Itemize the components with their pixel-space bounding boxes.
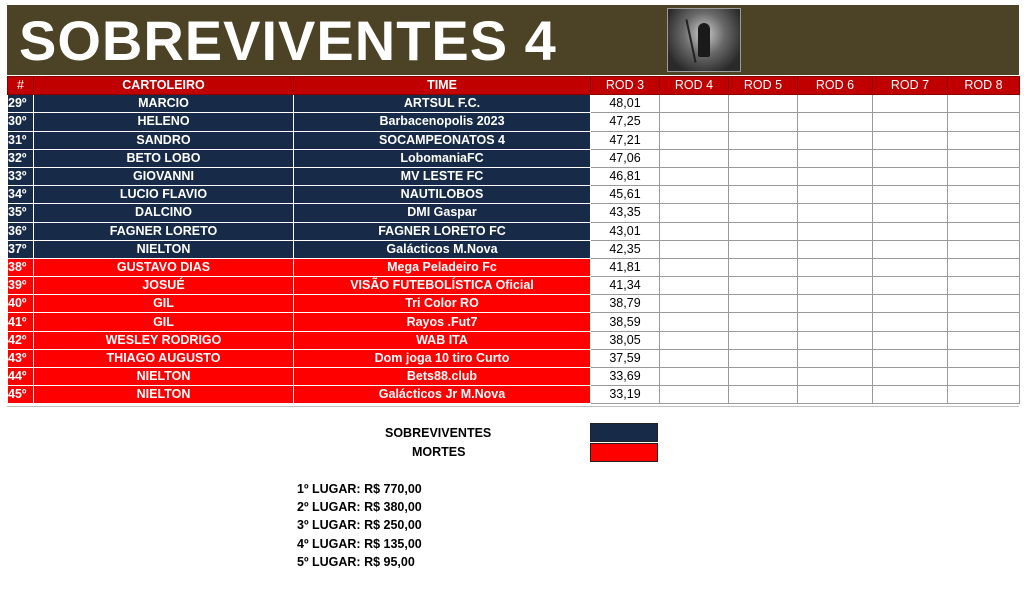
rod3-score-cell: 43,35 — [591, 204, 660, 222]
table-row — [8, 131, 1020, 149]
rod6-score-cell — [798, 240, 873, 258]
team-cell: Galácticos Jr M.Nova — [294, 386, 591, 404]
position-cell: 44º — [8, 368, 34, 386]
rod8-score-cell — [948, 222, 1020, 240]
rod3-score-cell: 47,25 — [591, 113, 660, 131]
rod8-score-cell — [948, 349, 1020, 367]
header-time: TIME — [294, 77, 591, 95]
position-cell: 31º — [8, 131, 34, 149]
rod3-score-cell: 46,81 — [591, 167, 660, 185]
rod7-score-cell — [873, 313, 948, 331]
rod3-score-cell: 33,19 — [591, 386, 660, 404]
rod7-score-cell — [873, 131, 948, 149]
table-row — [8, 368, 1020, 386]
table-row — [8, 258, 1020, 276]
title-banner — [7, 5, 1019, 75]
team-cell: Barbacenopolis 2023 — [294, 113, 591, 131]
position-cell: 40º — [8, 295, 34, 313]
rod4-score-cell — [660, 331, 729, 349]
rod3-score-cell: 43,01 — [591, 222, 660, 240]
rod4-score-cell — [660, 368, 729, 386]
page-title: SOBREVIVENTES 4 — [19, 9, 557, 72]
rod5-score-cell — [729, 240, 798, 258]
rod8-score-cell — [948, 113, 1020, 131]
rod6-score-cell — [798, 368, 873, 386]
rod6-score-cell — [798, 349, 873, 367]
legend-deaths-label: MORTES — [412, 445, 466, 459]
position-cell: 36º — [8, 222, 34, 240]
rod3-score-cell: 47,21 — [591, 131, 660, 149]
rod7-score-cell — [873, 222, 948, 240]
rod6-score-cell — [798, 186, 873, 204]
rod8-score-cell — [948, 331, 1020, 349]
team-cell: Bets88.club — [294, 368, 591, 386]
rod5-score-cell — [729, 313, 798, 331]
rod5-score-cell — [729, 258, 798, 276]
rod8-score-cell — [948, 95, 1020, 113]
team-cell: MV LESTE FC — [294, 167, 591, 185]
table-row — [8, 167, 1020, 185]
rod6-score-cell — [798, 95, 873, 113]
position-cell: 45º — [8, 386, 34, 404]
rod6-score-cell — [798, 204, 873, 222]
legend-survivors-label: SOBREVIVENTES — [385, 426, 492, 440]
cartoleiro-cell: LUCIO FLAVIO — [34, 186, 294, 204]
rod5-score-cell — [729, 295, 798, 313]
rod6-score-cell — [798, 258, 873, 276]
rod4-score-cell — [660, 295, 729, 313]
team-cell: WAB ITA — [294, 331, 591, 349]
rod7-score-cell — [873, 295, 948, 313]
rod5-score-cell — [729, 331, 798, 349]
rod8-score-cell — [948, 368, 1020, 386]
rod8-score-cell — [948, 295, 1020, 313]
rod3-score-cell: 42,35 — [591, 240, 660, 258]
cartoleiro-cell: JOSUÉ — [34, 277, 294, 295]
table-row — [8, 349, 1020, 367]
ranking-table — [7, 76, 1020, 404]
rod5-score-cell — [729, 222, 798, 240]
rod8-score-cell — [948, 149, 1020, 167]
table-row — [8, 277, 1020, 295]
position-cell: 39º — [8, 277, 34, 295]
team-cell: ARTSUL F.C. — [294, 95, 591, 113]
team-cell: DMI Gaspar — [294, 204, 591, 222]
rod7-score-cell — [873, 167, 948, 185]
rod7-score-cell — [873, 186, 948, 204]
cartoleiro-cell: HELENO — [34, 113, 294, 131]
rod5-score-cell — [729, 204, 798, 222]
rod4-score-cell — [660, 349, 729, 367]
rod4-score-cell — [660, 186, 729, 204]
table-row — [8, 331, 1020, 349]
rod6-score-cell — [798, 222, 873, 240]
header-rod5: ROD 5 — [729, 77, 798, 95]
rod7-score-cell — [873, 349, 948, 367]
team-cell: Galácticos M.Nova — [294, 240, 591, 258]
rod3-score-cell: 41,34 — [591, 277, 660, 295]
table-row — [8, 95, 1020, 113]
rod5-score-cell — [729, 113, 798, 131]
rod5-score-cell — [729, 149, 798, 167]
cartoleiro-cell: GUSTAVO DIAS — [34, 258, 294, 276]
rod4-score-cell — [660, 222, 729, 240]
rod6-score-cell — [798, 386, 873, 404]
rod8-score-cell — [948, 313, 1020, 331]
cartoleiro-cell: NIELTON — [34, 386, 294, 404]
rod8-score-cell — [948, 277, 1020, 295]
table-row — [8, 113, 1020, 131]
rod7-score-cell — [873, 258, 948, 276]
prize-2: 2º LUGAR: R$ 380,00 — [297, 500, 422, 514]
prize-4: 4º LUGAR: R$ 135,00 — [297, 537, 422, 551]
rod4-score-cell — [660, 204, 729, 222]
rod6-score-cell — [798, 313, 873, 331]
rod7-score-cell — [873, 240, 948, 258]
rod6-score-cell — [798, 167, 873, 185]
rod4-score-cell — [660, 386, 729, 404]
rod4-score-cell — [660, 277, 729, 295]
rod4-score-cell — [660, 95, 729, 113]
position-cell: 42º — [8, 331, 34, 349]
team-cell: SOCAMPEONATOS 4 — [294, 131, 591, 149]
header-pos: # — [8, 77, 34, 95]
table-row — [8, 186, 1020, 204]
rod7-score-cell — [873, 368, 948, 386]
header-rod4: ROD 4 — [660, 77, 729, 95]
rod8-score-cell — [948, 131, 1020, 149]
position-cell: 33º — [8, 167, 34, 185]
table-row — [8, 295, 1020, 313]
header-cartoleiro: CARTOLEIRO — [34, 77, 294, 95]
legend-deaths-swatch — [590, 443, 658, 462]
rod5-score-cell — [729, 349, 798, 367]
rod4-score-cell — [660, 240, 729, 258]
rod7-score-cell — [873, 204, 948, 222]
rod5-score-cell — [729, 167, 798, 185]
prize-5: 5º LUGAR: R$ 95,00 — [297, 555, 415, 569]
table-row — [8, 313, 1020, 331]
header-rod8: ROD 8 — [948, 77, 1020, 95]
table-bottom-border — [7, 406, 1019, 407]
rod3-score-cell: 37,59 — [591, 349, 660, 367]
cartoleiro-cell: GIOVANNI — [34, 167, 294, 185]
position-cell: 38º — [8, 258, 34, 276]
rod6-score-cell — [798, 295, 873, 313]
rod4-score-cell — [660, 167, 729, 185]
rod4-score-cell — [660, 149, 729, 167]
team-cell: LobomaniaFC — [294, 149, 591, 167]
position-cell: 34º — [8, 186, 34, 204]
rod5-score-cell — [729, 186, 798, 204]
team-cell: VISÃO FUTEBOLÍSTICA Oficial — [294, 277, 591, 295]
rod8-score-cell — [948, 186, 1020, 204]
rod5-score-cell — [729, 386, 798, 404]
rod3-score-cell: 38,79 — [591, 295, 660, 313]
rod6-score-cell — [798, 149, 873, 167]
rod3-score-cell: 38,05 — [591, 331, 660, 349]
position-cell: 32º — [8, 149, 34, 167]
team-cell: Mega Peladeiro Fc — [294, 258, 591, 276]
rod8-score-cell — [948, 240, 1020, 258]
position-cell: 43º — [8, 349, 34, 367]
rod6-score-cell — [798, 113, 873, 131]
cartoleiro-cell: NIELTON — [34, 368, 294, 386]
position-cell: 35º — [8, 204, 34, 222]
scythe-shape — [685, 19, 696, 62]
rod5-score-cell — [729, 368, 798, 386]
cartoleiro-cell: FAGNER LORETO — [34, 222, 294, 240]
table-row — [8, 222, 1020, 240]
cartoleiro-cell: MARCIO — [34, 95, 294, 113]
rod7-score-cell — [873, 149, 948, 167]
table-row — [8, 386, 1020, 404]
header-rod3: ROD 3 — [591, 77, 660, 95]
cartoleiro-cell: BETO LOBO — [34, 149, 294, 167]
rod4-score-cell — [660, 113, 729, 131]
rod6-score-cell — [798, 131, 873, 149]
prize-1: 1º LUGAR: R$ 770,00 — [297, 482, 422, 496]
rod4-score-cell — [660, 131, 729, 149]
rod8-score-cell — [948, 167, 1020, 185]
rod3-score-cell: 38,59 — [591, 313, 660, 331]
cartoleiro-cell: DALCINO — [34, 204, 294, 222]
rod8-score-cell — [948, 204, 1020, 222]
rod7-score-cell — [873, 331, 948, 349]
grim-reaper-image — [667, 8, 741, 72]
header-rod7: ROD 7 — [873, 77, 948, 95]
legend-survivors-swatch — [590, 423, 658, 442]
cartoleiro-cell: NIELTON — [34, 240, 294, 258]
rod7-score-cell — [873, 277, 948, 295]
position-cell: 37º — [8, 240, 34, 258]
cartoleiro-cell: THIAGO AUGUSTO — [34, 349, 294, 367]
table-row — [8, 204, 1020, 222]
team-cell: NAUTILOBOS — [294, 186, 591, 204]
rod3-score-cell: 33,69 — [591, 368, 660, 386]
cartoleiro-cell: SANDRO — [34, 131, 294, 149]
position-cell: 41º — [8, 313, 34, 331]
rod3-score-cell: 41,81 — [591, 258, 660, 276]
rod7-score-cell — [873, 113, 948, 131]
team-cell: FAGNER LORETO FC — [294, 222, 591, 240]
team-cell: Rayos .Fut7 — [294, 313, 591, 331]
cartoleiro-cell: GIL — [34, 295, 294, 313]
table-row — [8, 149, 1020, 167]
rod4-score-cell — [660, 313, 729, 331]
rod7-score-cell — [873, 95, 948, 113]
table-header-row — [8, 77, 1020, 95]
rod5-score-cell — [729, 277, 798, 295]
table-row — [8, 240, 1020, 258]
rod5-score-cell — [729, 95, 798, 113]
rod7-score-cell — [873, 386, 948, 404]
rod8-score-cell — [948, 386, 1020, 404]
rod6-score-cell — [798, 331, 873, 349]
header-rod6: ROD 6 — [798, 77, 873, 95]
position-cell: 30º — [8, 113, 34, 131]
cartoleiro-cell: GIL — [34, 313, 294, 331]
position-cell: 29º — [8, 95, 34, 113]
rod3-score-cell: 45,61 — [591, 186, 660, 204]
prize-3: 3º LUGAR: R$ 250,00 — [297, 518, 422, 532]
rod3-score-cell: 48,01 — [591, 95, 660, 113]
rod4-score-cell — [660, 258, 729, 276]
rod5-score-cell — [729, 131, 798, 149]
team-cell: Dom joga 10 tiro Curto — [294, 349, 591, 367]
cartoleiro-cell: WESLEY RODRIGO — [34, 331, 294, 349]
rod8-score-cell — [948, 258, 1020, 276]
team-cell: Tri Color RO — [294, 295, 591, 313]
reaper-figure-shape — [698, 23, 710, 57]
rod3-score-cell: 47,06 — [591, 149, 660, 167]
rod6-score-cell — [798, 277, 873, 295]
